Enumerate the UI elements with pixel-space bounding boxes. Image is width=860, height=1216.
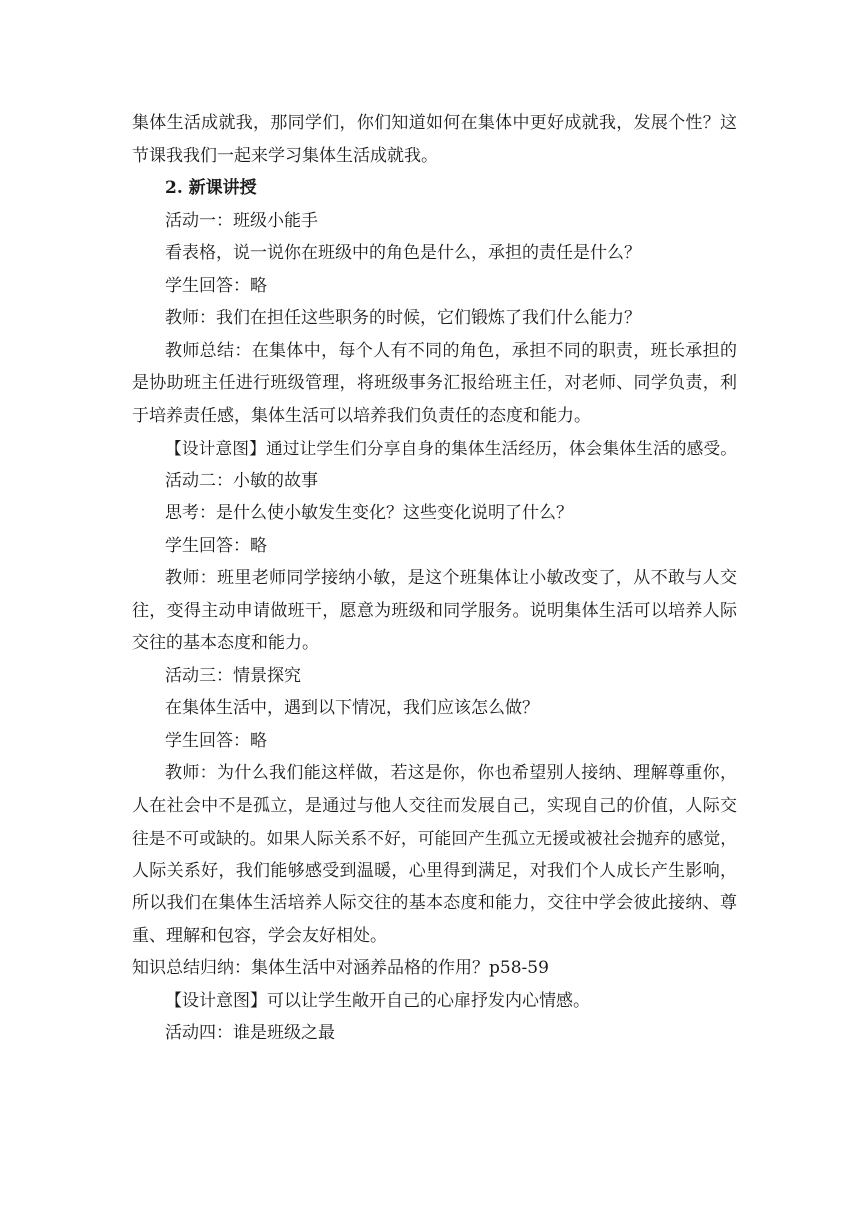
text-line: 重、理解和包容，学会友好相处。 <box>132 925 387 946</box>
text-line: 是协助班主任进行班级管理，将班级事务汇报给班主任，对老师、同学负责，利 <box>132 373 737 393</box>
text-line: 集体生活成就我，那同学们，你们知道如何在集体中更好成就我，发展个性？这 <box>132 113 737 133</box>
text-line: 活动二：小敏的故事 <box>165 470 318 491</box>
text-line: 人在社会中不是孤立，是通过与他人交往而发展自己，实现自己的价值，人际交 <box>132 795 737 816</box>
text-line: 学生回答：略 <box>165 730 267 751</box>
text-line: 活动一：班级小能手 <box>165 210 318 231</box>
text-line: 看表格，说一说你在班级中的角色是什么，承担的责任是什么？ <box>165 243 641 263</box>
section-heading: 2. 新课讲授 <box>165 178 257 198</box>
text-line: 在集体生活中，遇到以下情况，我们应该怎么做？ <box>165 698 539 718</box>
text-line: 所以我们在集体生活培养人际交往的基本态度和能力，交往中学会彼此接纳、尊 <box>132 893 737 913</box>
text-line: 交往的基本态度和能力。 <box>132 633 319 653</box>
text-line: 学生回答：略 <box>165 275 267 296</box>
document-body <box>132 107 737 1050</box>
text-line: 节课我我们一起来学习集体生活成就我。 <box>132 145 438 166</box>
text-line: 学生回答：略 <box>165 535 267 556</box>
text-line: 往，变得主动申请做班干，愿意为班级和同学服务。说明集体生活可以培养人际 <box>132 600 737 621</box>
text-line: 人际关系好，我们能够感受到温暖，心里得到满足，对我们个人成长产生影响， <box>132 860 737 881</box>
text-line: 知识总结归纳：集体生活中对涵养品格的作用？p58-59 <box>132 958 549 978</box>
text-line: 活动三：情景探究 <box>165 665 301 686</box>
text-line: 于培养责任感，集体生活可以培养我们负责任的态度和能力。 <box>132 405 591 426</box>
text-line: 【设计意图】通过让学生们分享自身的集体生活经历，体会集体生活的感受。 <box>165 438 737 458</box>
text-line: 教师：班里老师同学接纳小敏，是这个班集体让小敏改变了，从不敢与人交 <box>165 568 737 588</box>
text-line: 【设计意图】可以让学生敞开自己的心扉抒发内心情感。 <box>165 990 590 1011</box>
text-line: 活动四：谁是班级之最 <box>165 1023 335 1043</box>
text-line: 思考：是什么使小敏发生变化？这些变化说明了什么？ <box>165 503 573 523</box>
text-line: 教师总结：在集体中，每个人有不同的角色，承担不同的职责，班长承担的 <box>165 340 737 361</box>
text-line: 教师：我们在担任这些职务的时候，它们锻炼了我们什么能力？ <box>165 308 641 328</box>
text-line: 教师：为什么我们能这样做，若这是你，你也希望别人接纳、理解尊重你， <box>165 763 737 783</box>
text-line: 往是不可或缺的。如果人际关系不好，可能回产生孤立无援或被社会抛弃的感觉， <box>132 828 737 848</box>
